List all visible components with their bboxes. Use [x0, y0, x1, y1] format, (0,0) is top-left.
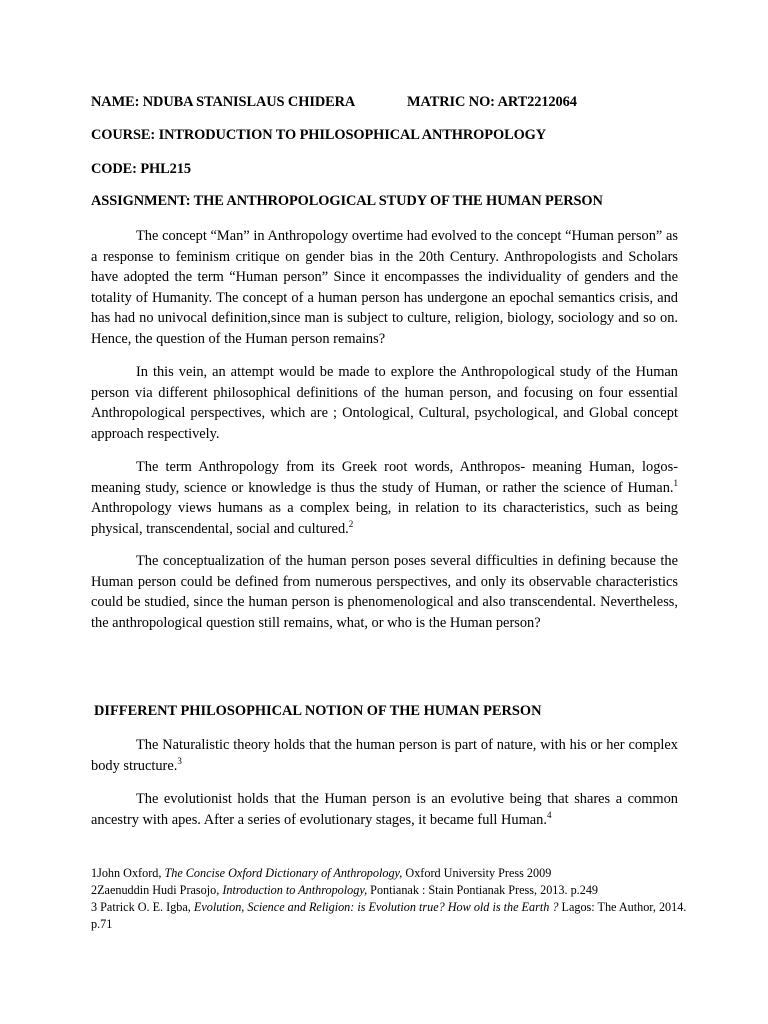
footnote-2-publisher: Pontianak : Stain Pontianak Press, 2013. p.249 [367, 883, 599, 897]
footnote-2 [91, 882, 691, 899]
paragraph-conceptualization [91, 551, 678, 633]
assignment-title: ASSIGNMENT: THE ANTHROPOLOGICAL STUDY OF THE HUMAN PERSON [91, 193, 603, 209]
student-name: NAME: NDUBA STANISLAUS CHIDERA [91, 94, 356, 110]
footnote-1-title: The Concise Oxford Dictionary of Anthropology, [164, 866, 403, 880]
paragraph-naturalistic-text: The Naturalistic theory holds that the human person is part of nature, with his or her complex body structure. [91, 737, 678, 774]
paragraph-evolutionist [91, 789, 678, 830]
paragraph-definition-text-a: The term Anthropology from its Greek root words, Anthropos- meaning Human, logos- meaning study, science or knowledge is thus the study of Human, or rather the science of Human. [91, 459, 678, 496]
footnote-ref-2: 2 [348, 518, 354, 529]
paragraph-intro [91, 226, 678, 350]
paragraph-conceptualization-text: The conceptualization of the human person poses several difficulties in defining because the Human person could be defined from numerous perspectives, and only its observable characteristics could be studied, since the human person is phenomenological and also transcendental. Nevertheless, the anthropological question still remains, what, or who is the Human person? [91, 553, 678, 631]
section-heading: DIFFERENT PHILOSOPHICAL NOTION OF THE HUMAN PERSON [94, 703, 542, 719]
paragraph-naturalistic [91, 735, 678, 776]
footnote-2-author: 2Zaenuddin Hudi Prasojo, [91, 883, 223, 897]
footnote-1-publisher: Oxford University Press 2009 [402, 866, 552, 880]
footnote-2-title: Introduction to Anthropology, [222, 883, 368, 897]
footnote-ref-3: 3 [177, 755, 182, 766]
footnote-3 [91, 899, 689, 933]
paragraph-definition-text-b: Anthropology views humans as a complex being, in relation to its characteristics, such as being physical, transcendental, social and cultured. [91, 500, 678, 537]
course-line: COURSE: INTRODUCTION TO PHILOSOPHICAL ANTHROPOLOGY [91, 127, 547, 143]
footnote-3-publisher: Lagos: The Author, 2014. p.71 [91, 900, 687, 931]
paragraph-approach-text: In this vein, an attempt would be made to explore the Anthropological study of the Human person via different philosophical definitions of the human person, and focusing on four essential Anthropological perspectives, which are ; Ontological, Cultural, psychological, and Global concept approach respectively. [91, 364, 678, 442]
footnote-1 [91, 865, 691, 882]
footnote-3-author: 3 Patrick O. E. Igba, [91, 900, 194, 914]
paragraph-evolutionist-text: The evolutionist holds that the Human person is an evolutive being that shares a common ancestry with apes. After a series of evolutionary stages, it became full Human. [91, 791, 678, 828]
footnote-3-title: Evolution, Science and Religion: is Evolution true? How old is the Earth ? [193, 900, 559, 914]
paragraph-intro-text: The concept “Man” in Anthropology overtime had evolved to the concept “Human person” as a response to feminism critique on gender bias in the 20th Century. Anthropologists and Scholars have adopted the term “Human person” Since it encompasses the individuality of genders and the totality of Humanity. The concept of a human person has undergone an epochal semantics crisis, and has had no univocal definition,since man is subject to culture, religion, biology, sociology and so on. Hence, the question of the Human person remains? [91, 228, 678, 347]
name-line [91, 94, 577, 111]
footnote-ref-4: 4 [546, 809, 552, 820]
paragraph-definition [91, 457, 678, 539]
matric-number: MATRIC NO: ART2212064 [407, 94, 577, 110]
footnote-1-author: 1John Oxford, [91, 866, 165, 880]
footnote-ref-1: 1 [673, 477, 678, 488]
paragraph-approach [91, 362, 678, 444]
code-line: CODE: PHL215 [91, 161, 191, 177]
